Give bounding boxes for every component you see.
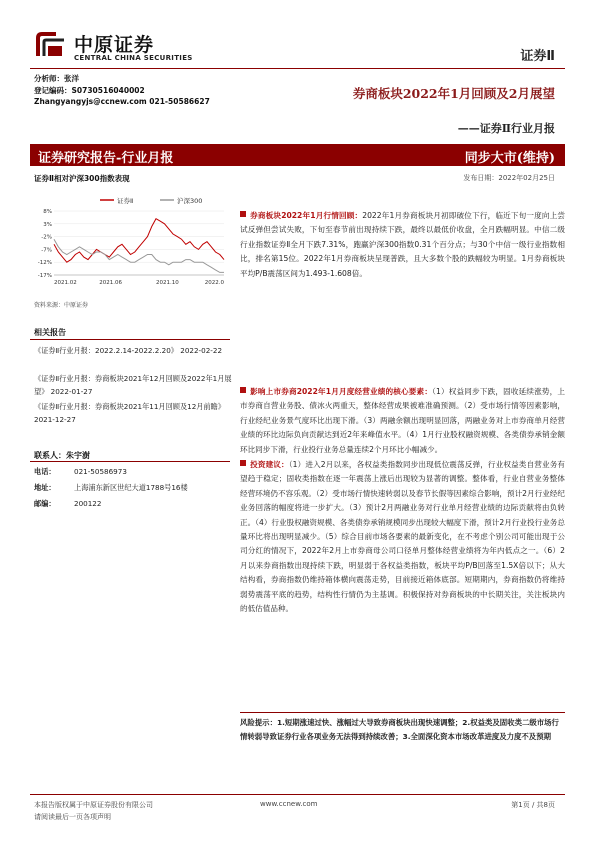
series-line [54,219,224,263]
paragraph-review [240,209,565,281]
x-tick-label: 2021.10 [155,280,179,286]
report-subtitle: ——证券Ⅱ行业月报 [457,122,555,135]
contact-postcode-row [34,499,101,509]
footer-copyright: 本报告版权属于中原证券股份有限公司 [34,801,153,809]
bullet-icon [240,211,246,217]
risk-divider [240,712,565,713]
y-tick-label: -2% [41,234,52,241]
footer-page-number: 第1页 / 共8页 [511,801,555,809]
chart-title: 证券Ⅱ相对沪深300指数表现 [34,174,130,183]
contact-label: 电话： [34,467,56,476]
bullet-icon [240,387,246,393]
risk-warning: 风险提示：1.短期涨速过快、涨幅过大导致券商板块出现快速调整；2.权益类及固收类二级市场行情转弱导致证券行业各项业务无法得到持续改善；3.全面深化资本市场改革进度及力度不及预期 [240,718,559,741]
report-title: 券商板块2022年1月回顾及2月展望 [352,86,555,101]
report-type: 证券研究报告-行业月报 [38,151,174,166]
footer-website[interactable]: www.ccnew.com [260,800,318,808]
y-tick-label: 8% [43,209,52,215]
paragraph-heading: 投资建议： [250,460,289,469]
header-divider [30,68,565,69]
contact-heading: 联系人：朱宇澍 [34,451,90,460]
bullet-icon [240,460,246,466]
related-report-item[interactable]: 《证券Ⅱ行业月报：券商板块2021年11月回顾及12月前瞻》 2021-12-27 [34,402,226,424]
publish-date: 发布日期：2022年02月25日 [463,174,555,182]
paragraph-heading: 影响上市券商2022年1月月度经营业绩的核心要素： [250,387,433,396]
related-divider [30,339,230,340]
sector-label: 证券Ⅱ [520,49,555,64]
contact-divider [30,461,230,462]
contact-value: 021-50586973 [74,467,127,476]
paragraph-heading: 券商板块2022年1月行情回顾： [250,211,363,220]
logo-subtext: CENTRAL CHINA SECURITIES [74,54,193,62]
x-tick-label: 2021.06 [99,280,123,286]
contact-value: 上海浦东新区世纪大道1788号16楼 [74,483,188,492]
x-tick-label: 2021.02 [54,280,77,286]
paragraph-text: 2022年1月券商板块月初即破位下行，临近下旬一度向上尝试反弹但尝试失败，下旬至春节前出现持续下跌，最终以最低价收盘，全月跌幅明显。中信二级行业指数证券Ⅱ全月下跌7.31%，跑赢沪深300指数0.31个百分点；与30个中信一级行业指数相比，排名第15位。2022年1月券商板块呈现普跌，且大多数个股的跌幅较为明显。1月券商板块平均P/B震荡区间为1.493-1.608倍。 [240,211,565,278]
logo-icon [34,32,68,58]
y-tick-label: -12% [37,260,52,267]
footer-disclaimer-note: 请阅读最后一页各项声明 [34,813,111,821]
footer-divider [30,794,565,795]
legend-label: 沪深300 [177,197,203,205]
related-reports-heading: 相关报告 [34,328,66,337]
analyst-name: 分析师：张洋 [34,74,79,83]
legend-label: 证券Ⅱ [117,197,134,205]
chart-source: 资料来源：中原证券 [34,302,89,309]
related-report-item[interactable]: 《证券Ⅱ行业月报：券商板块2021年12月回顾及2022年1月展望》 2022-01-27 [34,374,232,396]
paragraph-text: （1）权益同步下跌，固收延续涨势，上市券商自营业务股、债冰火两重天，整体经营成果被难准确预测。（2）受市场行情等因素影响，行业经纪业务景气度环比出现下滑。（3）两融余额出现明显回落，两融业务对上市券商单月经营业绩的环比边际负向贡献达到近2年来峰值水平。（4）1月行业股权融资规模、各类债券承销金额环比同步下滑，行业投行业务总量连续2个月环比小幅减少。 [240,387,565,454]
series-line [54,239,224,272]
paragraph-text: （1）进入2月以来，各权益类指数同步出现低位震荡反弹，行业权益类自营业务有望趋于稳定；固收类指数在逐一年震荡上涨后出现较为显著的调整。整体看，行业自营业务整体经营环境仍不容乐观。（2）受市场行情快速转弱以及春节长假等因素综合影响，预计2月行业经纪业务回落的幅度将进一步扩大。（3）预计2月两融业务对行业单月经营业绩的边际贡献将由负转正。（4）行业股权融资规模、各类债券承销规模同步出现较大幅度下滑，预计2月行业投行业务总量环比将出现明显减少。（5）综合目前市场各要素的最新变化，在不考虑个别公司可能出现于公司分红的情况下，2022年2月上市券商母公司口径单月整体经营业绩将为年内低点之一。（6）2月以来券商指数出现持续下跌，明显弱于各权益类指数，板块平均P/B回落至1.5X倍以下；从大结构看，券商指数仍维持箱体横向震荡走势，目前接近箱体底部。短期期内，券商指数仍将维持弱势震荡平底的趋势，结构性行情仍为主基调。积极保持对券商板块的中长期关注，关注板块内的低估值品种。 [240,460,566,614]
y-tick-label: -17% [37,273,52,279]
paragraph-advice [240,458,565,616]
analyst-contact: Zhangyangyjs@ccnew.com 021-50586627 [34,97,210,106]
logo-text: 中原证券 [74,34,155,56]
contact-phone-row [34,467,127,477]
analyst-reg: 登记编码：S0730516040002 [34,86,145,95]
rating: 同步大市(维持) [464,151,555,166]
paragraph-factors [240,385,565,457]
contact-value: 200122 [74,499,102,508]
related-report-item[interactable]: 《证券Ⅱ行业月报：2022.2.14-2022.2.20》 2022-02-22 [34,346,223,355]
contact-label: 地址： [34,483,56,492]
performance-chart [30,193,230,288]
contact-label: 邮编： [34,499,56,508]
y-tick-label: -7% [41,247,52,254]
y-tick-label: 3% [43,221,52,228]
contact-address-row [34,483,188,493]
x-tick-label: 2022.0 [204,280,224,286]
